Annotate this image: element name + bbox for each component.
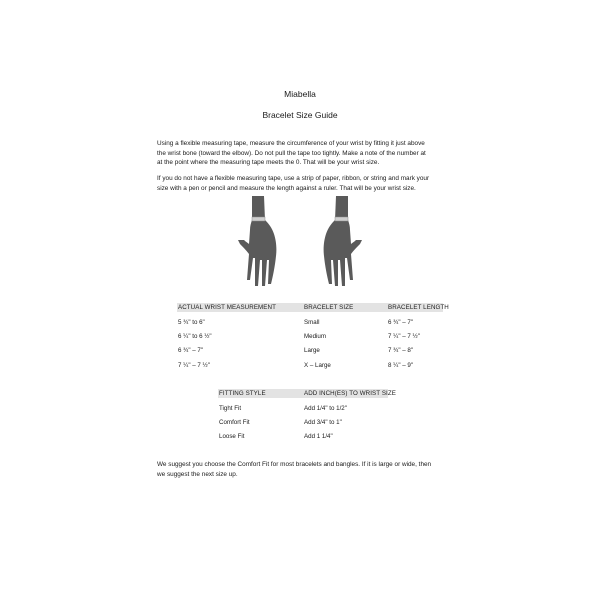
intro-line: the wrist bone (toward the elbow). Do not pull the tape too tightly. Make a note of the number at: [157, 149, 426, 157]
intro-line: at the point where the measuring tape meets the 0. That will be your wrist size.: [157, 159, 380, 167]
table-cell: 7 ¾" – 8": [388, 347, 414, 354]
table-cell: Tight Fit: [219, 405, 242, 412]
hands-illustration: [236, 196, 364, 288]
fit-header-style: FITTING STYLE: [219, 390, 266, 397]
alt-line: If you do not have a flexible measuring tape, use a strip of paper, ribbon, or string and mark your: [157, 175, 430, 182]
suggestion-line: we suggest the next size up.: [157, 470, 238, 478]
table-cell: Medium: [304, 333, 327, 340]
suggestion-line: We suggest you choose the Comfort Fit for most bracelets and bangles. If it is large or wide, then: [157, 461, 432, 468]
table-cell: Add 3/4" to 1": [304, 419, 342, 426]
table-cell: 6 ¾" – 7": [388, 319, 414, 326]
table-cell: 7 ¼" – 7 ½": [388, 333, 420, 340]
fit-header-add: ADD INCH(ES) TO WRIST SIZE: [304, 390, 396, 397]
table-cell: Add 1/4" to 1/2": [304, 405, 347, 412]
intro-line: Using a flexible measuring tape, measure the circumference of your wrist by fitting it just above: [157, 140, 425, 147]
page-title: Bracelet Size Guide: [262, 110, 338, 120]
table-cell: 6 ¾" – 7": [178, 347, 204, 354]
size-header-wrist: ACTUAL WRIST MEASUREMENT: [178, 304, 276, 311]
intro-paragraph: [157, 139, 457, 168]
table-cell: Large: [304, 347, 320, 354]
left-bracelet-icon: [252, 217, 265, 221]
table-cell: Small: [304, 319, 320, 326]
alt-line: size with a pen or pencil and measure the length against a ruler. That will be your wrist size.: [157, 184, 416, 192]
table-cell: Add 1 1/4": [304, 433, 333, 440]
right-bracelet-icon: [335, 217, 348, 221]
table-cell: 8 ¼" – 9": [388, 362, 414, 369]
suggestion-paragraph: [157, 460, 457, 479]
table-cell: Loose Fit: [219, 433, 245, 440]
table-cell: X – Large: [304, 362, 331, 369]
table-cell: 7 ¼" – 7 ½": [178, 362, 210, 369]
size-header-size: BRACELET SIZE: [304, 304, 354, 311]
table-cell: 6 ¼" to 6 ½": [178, 333, 212, 340]
size-header-length: BRACELET LENGTH: [388, 304, 449, 311]
alternative-paragraph: [157, 174, 457, 193]
right-hand-icon: [324, 196, 362, 286]
left-hand-icon: [238, 196, 276, 286]
table-cell: Comfort Fit: [219, 419, 250, 426]
table-cell: 5 ¾" to 6": [178, 319, 205, 326]
brand-name: Miabella: [284, 89, 316, 99]
